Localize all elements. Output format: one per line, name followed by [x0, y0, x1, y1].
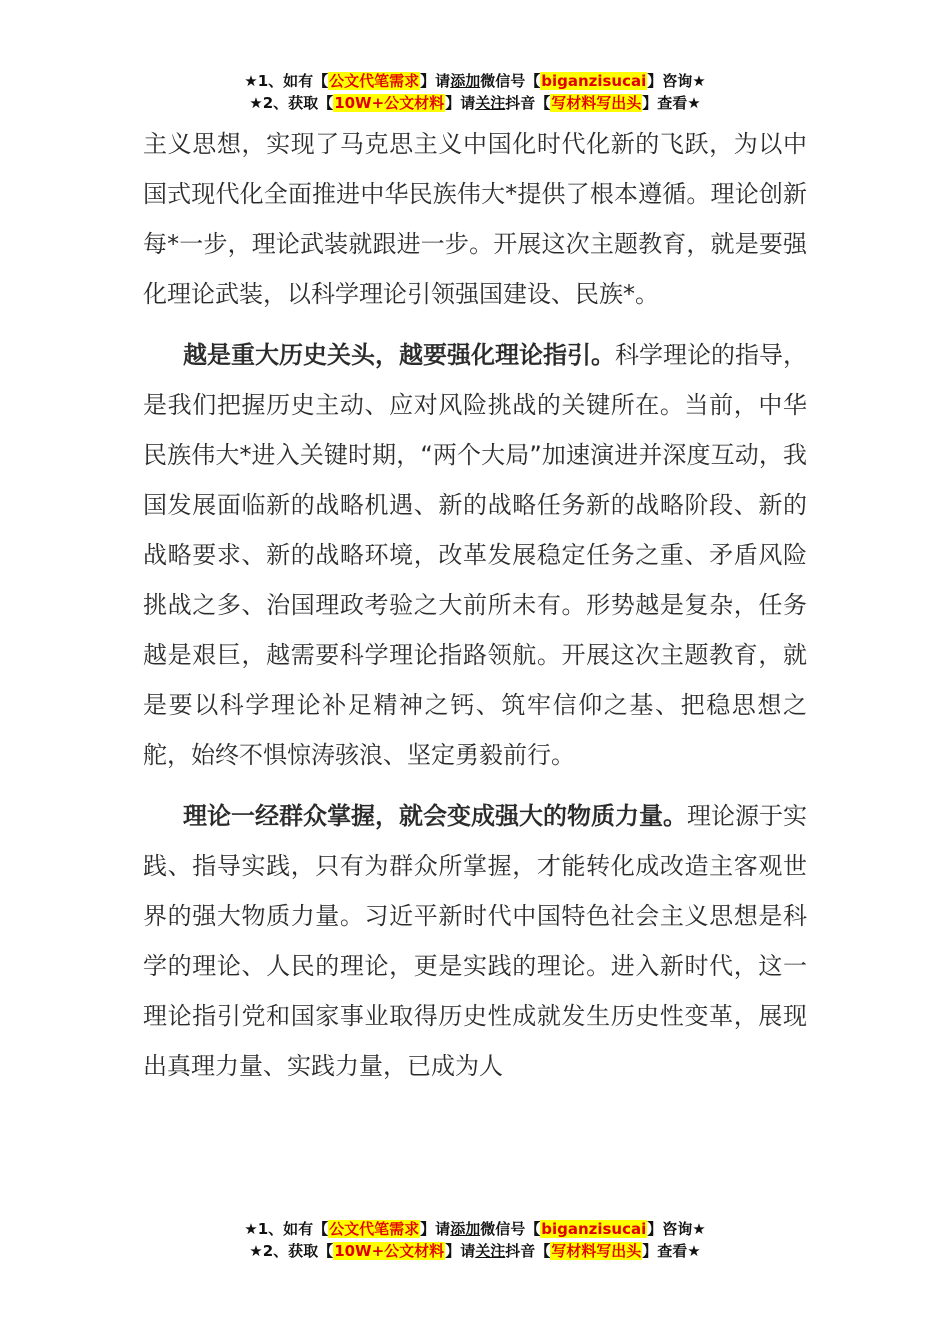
notice-text: 】请 — [445, 1242, 476, 1260]
notice-highlight: 写材料写出头 — [551, 1242, 642, 1260]
notice-text: 】请 — [420, 72, 451, 90]
document-body — [143, 119, 807, 1091]
notice-emphasis: 关注 — [475, 94, 506, 112]
notice-text: 】查看★ — [642, 1242, 701, 1260]
notice-highlight: 公文代笔需求 — [329, 1220, 420, 1238]
notice-highlight: 写材料写出头 — [551, 94, 642, 112]
notice-emphasis: 添加 — [450, 72, 481, 90]
notice-text: 】查看★ — [642, 94, 701, 112]
footer-notice — [0, 1218, 950, 1262]
notice-text: 抖音【 — [505, 1242, 551, 1260]
paragraph-lead: 理论一经群众掌握，就会变成强大的物质力量。 — [183, 802, 687, 830]
header-notice — [0, 70, 950, 114]
notice-text: 】咨询★ — [647, 1220, 706, 1238]
paragraph-text: 理论源于实践、指导实践，只有为群众所掌握，才能转化成改造主客观世界的强大物质力量。习近平新时代中国特色社会主义思想是科学的理论、人民的理论，更是实践的理论。进入新时代，这一理论指引党和国家事业取得历史性成就发生历史性变革，展现出真理力量、实践力量，已成为人 — [143, 802, 807, 1080]
notice-emphasis: 关注 — [475, 1242, 506, 1260]
notice-text: 抖音【 — [505, 94, 551, 112]
paragraph-text: 主义思想，实现了马克思主义中国化时代化新的飞跃，为以中国式现代化全面推进中华民族伟大*提供了根本遵循。理论创新每*一步，理论武装就跟进一步。开展这次主题教育，就是要强化理论武装，以科学理论引领强国建设、民族*。 — [143, 130, 807, 308]
notice-line-1 — [0, 70, 950, 92]
paragraph-3 — [143, 791, 807, 1091]
notice-text: 微信号【 — [480, 1220, 541, 1238]
paragraph-text: 科学理论的指导，是我们把握历史主动、应对风险挑战的关键所在。当前，中华民族伟大*进入关键时期，“两个大局”加速演进并深度互动，我国发展面临新的战略机遇、新的战略任务新的战略阶段、新的战略要求、新的战略环境，改革发展稳定任务之重、矛盾风险挑战之多、治国理政考验之大前所未有。形势越是复杂，任务越是艰巨，越需要科学理论指路领航。开展这次主题教育，就是要以科学理论补足精神之钙、筑牢信仰之基、把稳思想之舵，始终不惧惊涛骇浪、坚定勇毅前行。 — [143, 341, 807, 769]
paragraph-1 — [143, 119, 807, 319]
paragraph-2 — [143, 330, 807, 780]
notice-text: 】咨询★ — [647, 72, 706, 90]
paragraph-lead: 越是重大历史关头，越要强化理论指引。 — [183, 341, 615, 369]
notice-highlight: biganzisucai — [541, 1220, 647, 1238]
notice-text: 】请 — [445, 94, 476, 112]
notice-text: 微信号【 — [480, 72, 541, 90]
notice-emphasis: 添加 — [450, 1220, 481, 1238]
notice-line-1 — [0, 1218, 950, 1240]
notice-highlight: 公文代笔需求 — [329, 72, 420, 90]
notice-text: 】请 — [420, 1220, 451, 1238]
notice-highlight: biganzisucai — [541, 72, 647, 90]
notice-text: ★2、获取【 — [249, 1242, 334, 1260]
notice-highlight: 10W+公文材料 — [334, 1242, 445, 1260]
notice-highlight: 10W+公文材料 — [334, 94, 445, 112]
notice-text: ★1、如有【 — [244, 72, 329, 90]
notice-line-2 — [0, 1240, 950, 1262]
notice-text: ★2、获取【 — [249, 94, 334, 112]
notice-text: ★1、如有【 — [244, 1220, 329, 1238]
notice-line-2 — [0, 92, 950, 114]
